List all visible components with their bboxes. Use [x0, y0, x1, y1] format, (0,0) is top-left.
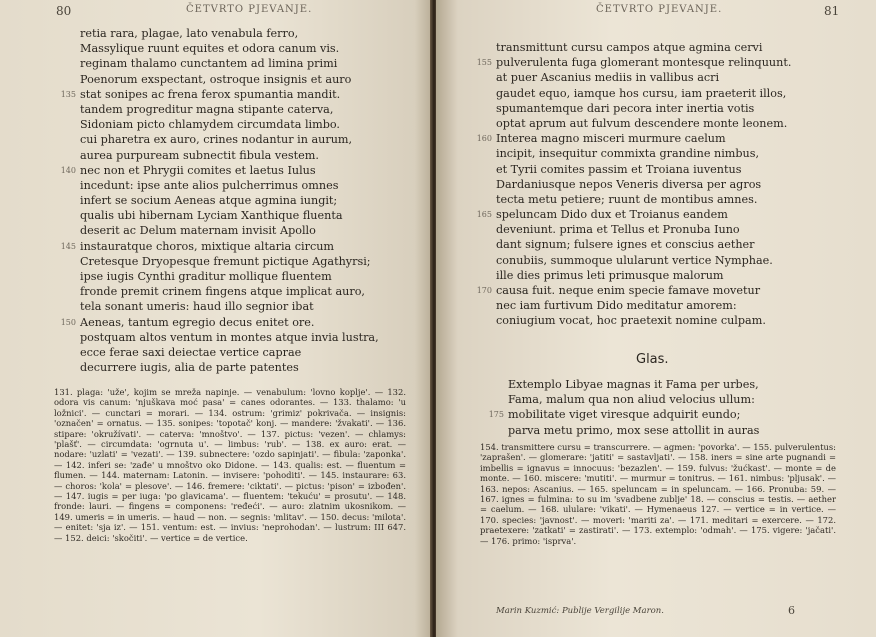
verse-line [80, 208, 379, 223]
verse-text: retia rara, plagae, lato venabula ferro, [80, 27, 299, 40]
verse-line [80, 223, 379, 238]
verse-line [80, 269, 379, 284]
verse-text: nec iam furtivum Dido meditatur amorem: [496, 299, 737, 313]
verse-line [496, 70, 791, 85]
verse-line [80, 148, 379, 163]
verse-line [508, 377, 759, 392]
verse-text: stat sonipes ac frena ferox spumantia mandit. [80, 87, 341, 101]
line-number: 140 [60, 165, 76, 175]
verse-text: Dardaniusque nepos Veneris diversa per agros [496, 177, 762, 191]
verse-text: pulverulenta fuga glomerant montesque relinquunt. [496, 56, 792, 70]
verse-text: transmittunt cursu campos atque agmina cervi [496, 41, 763, 54]
verse-text: Interea magno misceri murmure caelum [496, 132, 726, 146]
verse-text: dant signum; fulsere ignes et conscius aether [496, 238, 755, 252]
line-number: 145 [60, 241, 76, 251]
left-page [0, 0, 432, 637]
verse-text: deserit ac Delum maternam invisit Apollo [80, 224, 316, 238]
right-page-number: 81 [824, 4, 840, 18]
verse-text: conubiis, summoque ulularunt vertice Nymphae. [496, 253, 773, 267]
verse-line [80, 193, 379, 208]
verse-text: ille dies primus leti primusque malorum [496, 268, 724, 282]
line-number: 175 [488, 410, 504, 420]
verse-line [80, 345, 379, 360]
verse-line [488, 407, 759, 422]
verse-text: Extemplo Libyae magnas it Fama per urbes, [508, 378, 759, 391]
verse-line [496, 298, 791, 313]
verse-text: Cretesque Dryopesque fremunt pictique Agathyrsi; [80, 254, 371, 268]
line-number: 155 [476, 58, 492, 68]
right-running-head: ČETVRTO PJEVANJE. [596, 4, 723, 15]
verse-line [496, 162, 791, 177]
verse-text: at puer Ascanius mediis in vallibus acri [496, 71, 720, 85]
verse-text: Sidoniam picto chlamydem circumdata limbo. [80, 118, 340, 132]
verse-text: gaudet equo, iamque hos cursu, iam praeterit illos, [496, 86, 787, 100]
verse-text: cui pharetra ex auro, crines nodantur in aurum, [80, 133, 353, 147]
verse-text: coniugium vocat, hoc praetexit nomine culpam. [496, 314, 766, 328]
verse-line [496, 116, 791, 131]
verse-line [80, 360, 379, 375]
verse-text: Massylique ruunt equites et odora canum vis. [80, 42, 340, 56]
line-number: 135 [60, 89, 76, 99]
line-number: 150 [60, 317, 76, 327]
verse-line [80, 102, 379, 117]
verse-line [496, 222, 791, 237]
footer-author: Marin Kuzmić: Publije Vergilije Maron. [496, 606, 664, 616]
verse-line [80, 26, 379, 41]
verse-line [80, 132, 379, 147]
right-footnotes-text: 154. transmittere cursu = transcurrere. — agmen: 'povorka'. — 155. pulverulentus: 'zaprašen'. — glomerare: 'jatiti' = sastavljati'. — 158. iners = sine arte pugnandi = imbellis = ignavus = innocuus: 'bezazlen'. — 159. fulvus: 'žućkast'. — monte = de monte. — 160. miscere: 'mutiti'. — murmur = tonitrus. — 161. nimbus: 'pljusak'. — 163. nepos: Ascanius. — 165. speluncam = in speluncam. — 166. Pronuba: 59. — 167. ignes = fulmina: to su im 'svadbene zublje' 18. — conscius = testis. — aether = caelum. — 168. ululare: 'vikati'. — Hymenaeus 127. — vertice = in vertice. — 170. species: 'javnost'. — moveri: 'mariti za'. — 171. meditari = exercere. — 172. praetexere: 'zatkati' = zastirati'. — 173. extemplo: 'odmah'. — 175. vigere: 'jačati'. — 176. primo: 'isprva'. [480, 442, 836, 546]
verse-text: optat aprum aut fulvum descendere monte leonem. [496, 116, 788, 130]
right-verse-block [476, 40, 792, 329]
verse-line [496, 40, 791, 55]
verse-text: nec non et Phrygii comites et laetus Iulus [80, 163, 316, 177]
verse-text: fronde premit crinem fingens atque implicat auro, [80, 285, 365, 299]
verse-text: incipit, insequitur commixta grandine nimbus, [496, 147, 760, 161]
verse-line [60, 163, 379, 178]
verse-line [496, 177, 791, 192]
verse-text: tecta metu petiere; ruunt de montibus amnes. [496, 192, 758, 206]
verse-text: Aeneas, tantum egregio decus enitet ore. [80, 315, 315, 329]
verse-line [60, 315, 379, 330]
verse-text: mobilitate viget viresque adquirit eundo; [508, 408, 741, 422]
verse-line [80, 178, 379, 193]
verse-line [496, 86, 791, 101]
verse-line [80, 41, 379, 56]
verse-line [496, 237, 791, 252]
verse-line [60, 87, 379, 102]
left-running-head: ČETVRTO PJEVANJE. [186, 4, 313, 15]
verse-text: speluncam Dido dux et Troianus eandem [496, 208, 728, 222]
verse-text: tandem progreditur magna stipante caterva, [80, 102, 334, 116]
verse-text: infert se socium Aeneas atque agmina iungit; [80, 194, 338, 208]
right-verse-block-2 [488, 377, 760, 438]
verse-text: decurrere iugis, alia de parte patentes [80, 361, 299, 375]
verse-line [476, 131, 791, 146]
signature-mark: 6 [788, 604, 795, 617]
verse-text: qualis ubi hibernam Lyciam Xanthique fluenta [80, 209, 343, 223]
verse-text: Fama, malum qua non aliud velocius ullum: [508, 393, 755, 407]
verse-line [476, 283, 791, 298]
verse-text: et Tyrii comites passim et Troiana iuventus [496, 162, 742, 176]
verse-line [508, 392, 759, 407]
right-page [436, 0, 876, 637]
verse-line [508, 423, 759, 438]
verse-text: spumantemque dari pecora inter inertia votis [496, 101, 755, 115]
verse-line [80, 117, 379, 132]
left-page-number: 80 [56, 4, 72, 18]
line-number: 170 [476, 286, 492, 295]
left-footnotes [54, 387, 406, 543]
section-title: Glas. [636, 352, 669, 367]
verse-line [80, 284, 379, 299]
verse-text: deveniunt. prima et Tellus et Pronuba Iuno [496, 223, 740, 237]
verse-line [496, 253, 791, 268]
verse-text: tela sonant umeris: haud illo segnior ibat [80, 300, 314, 314]
verse-line [476, 55, 792, 70]
right-footnotes [480, 442, 836, 546]
verse-text: parva metu primo, mox sese attollit in auras [508, 423, 760, 437]
verse-text: ipse iugis Cynthi graditur mollique fluentem [80, 270, 332, 283]
verse-line [496, 192, 791, 207]
verse-text: Poenorum exspectant, ostroque insignis et auro [80, 72, 352, 86]
verse-line [496, 268, 791, 283]
verse-line [60, 239, 379, 254]
verse-text: aurea purpuream subnectit fibula vestem. [80, 148, 319, 162]
left-footnotes-text: 131. plaga: 'uže', kojim se mreža napinje. — venabulum: 'lovno koplje'. — 132. odora vis canum: 'njuškava moć pasa' = canes odorantes. — 133. thalamo: 'u ložnici'. — cunctari = morari. — 134. ostrum: 'grimiz' pokrivača. — insignis: 'označen' = ornatus. — 135. sonipes: 'topotač' konj. — mandere: 'žvakati'. — 136. stipare: 'okružívati'. — caterva: 'mnoštvo'. — 137. pictus: 'vezen'. — chlamys: 'plašť'. — circumdata: 'ogrnuta u'. — limbus: 'rub'. — 138. ex auro: erat. — nodare: 'uzlati' = 'vezati'. — 139. subnectere: 'ozdo sapinjati'. — fibula: 'zaponka'. — 142. inferi se: 'zađe' u mnoštvo oko Didone. — 143. qualis: est. — fluentum = flumen. — 144. maternam: Latonin. — invisere: 'pohoditi'. — 145. instaurare: 63. — choros: 'kola' = plesove'. — 146. fremere: 'ciktati'. — pictus: 'pison' = izbođen'. — 147. iugis = per iuga: 'po glavicama'. — fluentem: 'tekuću' = prosutu'. — 148. fronde: lauri. — fingens = componens: 'ređeći'. — auro: zlatnim ukosnikom. — 149. umeris = in umeris. — haud — non. — segnis: 'mlitav'. — 150. decus: 'milota'. — enitet: 'sja iz'. — 151. ventum: est. — invius: 'neprohodan'. — lustrum: III 647. — 152. deici: 'skočiti'. — vertice = de vertice. [54, 387, 406, 543]
verse-line [496, 146, 791, 161]
verse-line [80, 299, 379, 314]
left-verse-block [60, 26, 379, 375]
verse-line [476, 207, 791, 222]
verse-line [80, 254, 379, 269]
verse-text: postquam altos ventum in montes atque invia lustra, [80, 330, 379, 344]
verse-text: instauratque choros, mixtique altaria circum [80, 239, 335, 253]
verse-text: causa fuit. neque enim specie famave movetur [496, 284, 761, 297]
line-number: 165 [476, 210, 492, 220]
line-number: 160 [476, 134, 492, 144]
verse-line [496, 313, 791, 328]
verse-text: incedunt: ipse ante alios pulcherrimus omnes [80, 178, 339, 192]
verse-line [80, 72, 379, 87]
verse-text: ecce ferae saxi deiectae vertice caprae [80, 345, 302, 359]
verse-line [496, 101, 791, 116]
verse-line [80, 330, 379, 345]
verse-line [80, 56, 379, 71]
verse-text: reginam thalamo cunctantem ad limina primi [80, 57, 338, 71]
